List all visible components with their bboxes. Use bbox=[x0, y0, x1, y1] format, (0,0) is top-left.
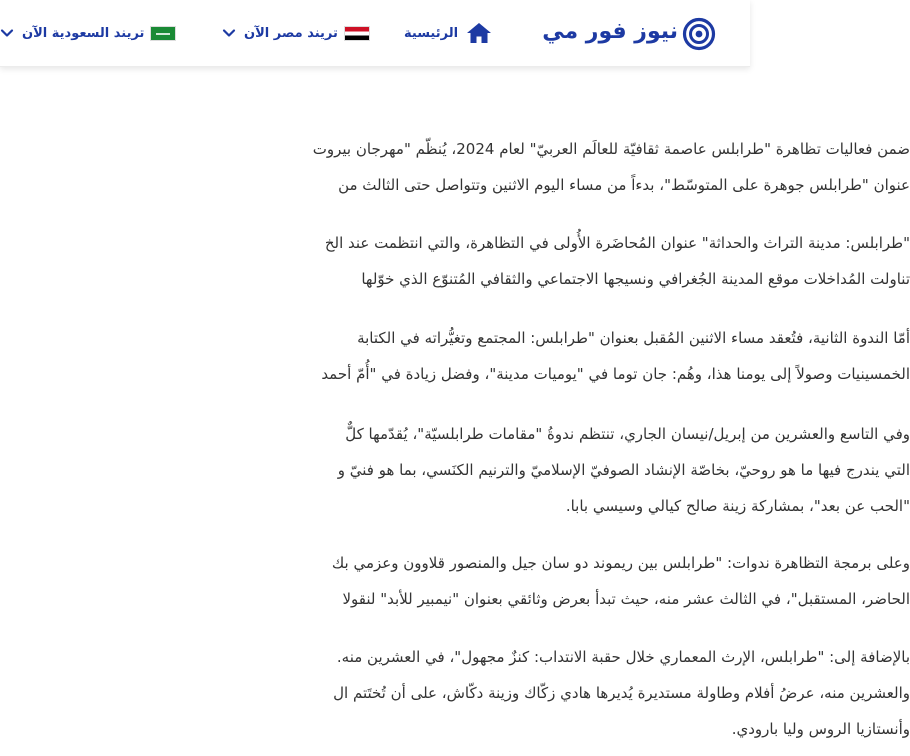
chevron-down-icon bbox=[0, 26, 14, 40]
article-paragraph bbox=[30, 320, 910, 392]
broadcast-logo-icon bbox=[682, 17, 716, 51]
paragraph-line: "الحب عن بعد"، بمشاركة زينة صالح كيالي وسيسي بابا. bbox=[565, 497, 910, 515]
paragraph-line: التي يندرج فيها ما هو روحيّ، بخاصّة الإنشاد الصوفيّ الإسلاميّ والترنيم الكنَسي، بما هو فنيّ و bbox=[337, 461, 910, 479]
paragraph-line: تناولت المُداخلات موقع المدينة الجُغرافي ونسيجها الاجتماعي والثقافي المُتنوّع الذي خوّلها bbox=[361, 270, 910, 288]
nav-home-label: الرئيسية bbox=[404, 25, 459, 41]
nav-egypt-trend[interactable] bbox=[222, 22, 370, 44]
egypt-flag-icon bbox=[344, 26, 370, 41]
nav-home[interactable] bbox=[404, 22, 492, 44]
site-logo[interactable] bbox=[542, 17, 724, 51]
article-paragraph bbox=[30, 225, 910, 297]
paragraph-line: وفي التاسع والعشرين من إبريل/نيسان الجاري، تنتظم ندوةُ "مقامات طرابلسيّة"، يُقدّمها كلٌّ bbox=[345, 425, 910, 443]
chevron-down-icon bbox=[222, 26, 236, 40]
paragraph-line: وأنستازيا الروس وليا بارودي. bbox=[731, 720, 910, 738]
saudi-flag-icon bbox=[150, 26, 176, 41]
paragraph-line: أمّا الندوة الثانية، فتُعقد مساء الاثنين المُقبل بعنوان "طرابلس: المجتمع وتغيُّراته في الكتابة bbox=[357, 329, 910, 347]
nav-saudi-trend-label: تريند السعودية الآن bbox=[22, 25, 145, 41]
article-paragraph bbox=[30, 545, 910, 617]
article-paragraph bbox=[30, 639, 910, 747]
paragraph-line: وعلى برمجة التظاهرة ندوات: "طرابلس بين ريموند دو سان جيل والمنصور قلاوون وعزمي بك bbox=[331, 554, 910, 572]
paragraph-line: ضمن فعاليات تظاهرة "طرابلس عاصمة ثقافيّة للعالَم العربيّ" لعام 2024، يُنظّم "مهرجان بيروت bbox=[312, 140, 910, 158]
article-paragraph bbox=[30, 131, 910, 203]
nav-egypt-trend-label: تريند مصر الآن bbox=[244, 25, 338, 41]
article-paragraph bbox=[30, 416, 910, 524]
paragraph-line: "طرابلس: مدينة التراث والحداثة" عنوان المُحاضَرة الأُولى في التظاهرة، والتي انتظمت عند الخ bbox=[324, 234, 910, 252]
site-header bbox=[0, 0, 750, 67]
home-icon bbox=[466, 22, 492, 44]
article-body bbox=[30, 66, 910, 756]
nav-saudi-trend[interactable] bbox=[0, 22, 176, 44]
paragraph-line: بالإضافة إلى: "طرابلس، الإرث المعماري خلال حقبة الانتداب: كنزٌ مجهول"، في العشرين منه. bbox=[336, 648, 910, 666]
paragraph-line: عنوان "طرابلس جوهرة على المتوسّط"، بدءاً من مساء اليوم الاثنين وتتواصل حتى الثالث من bbox=[338, 176, 910, 194]
paragraph-line: والعشرين منه، عرضُ أفلام وطاولة مستديرة يُديرها هادي زكّاك وزينة دكّاش، على أن تُختَتم ال bbox=[333, 684, 910, 702]
paragraph-line: الخمسينيات وصولاً إلى يومنا هذا، وهُم: جان توما في "يوميات مدينة"، وفضل زيادة في "أُمّ أحمد bbox=[321, 365, 910, 383]
logo-text: نيوز فور مي bbox=[542, 19, 678, 44]
paragraph-line: الحاضر، المستقبل"، في الثالث عشر منه، حيث تبدأ بعرض وثائقي بعنوان "نيمبير للأبد" لنقولا bbox=[342, 590, 910, 608]
